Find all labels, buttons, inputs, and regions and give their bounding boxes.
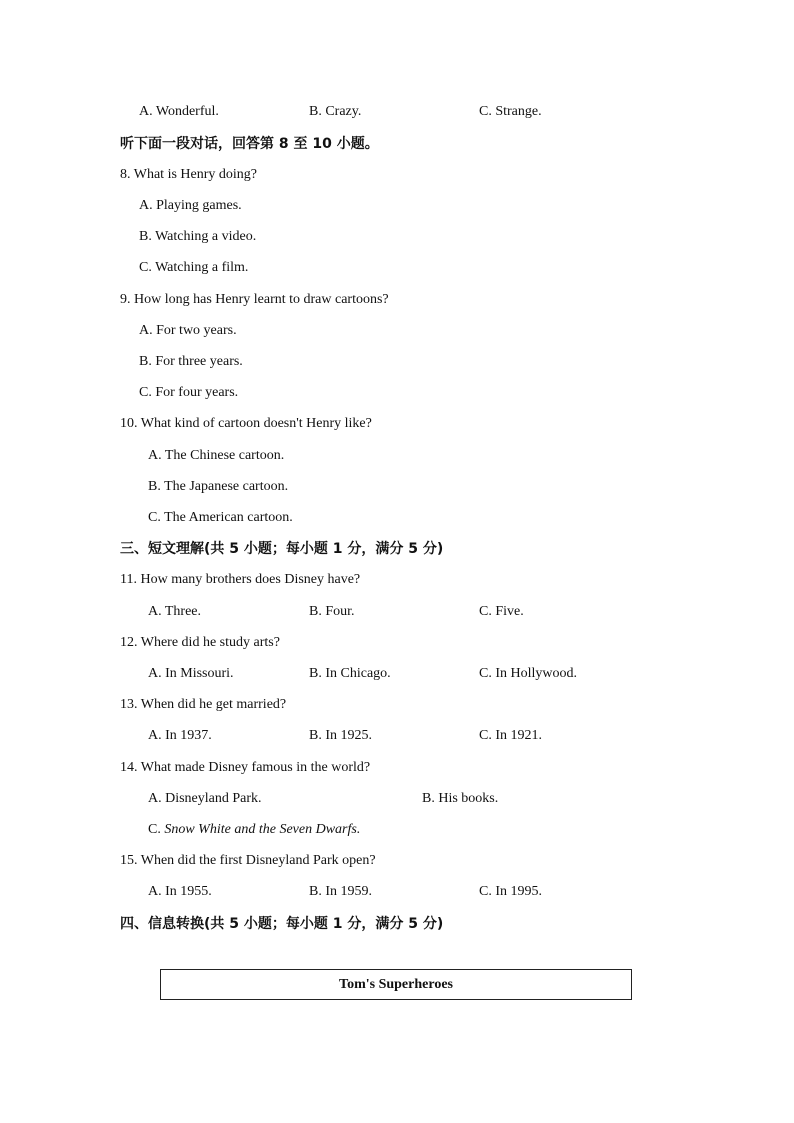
option-14c-prefix: C.	[148, 822, 165, 837]
option-15a: A. In 1955.	[148, 884, 212, 899]
option-13c: C. In 1921.	[479, 728, 542, 743]
option-12a: A. In Missouri.	[148, 666, 234, 681]
section-4-heading: 四、信息转换(共 5 小题；每小题 1 分，满分 5 分)	[120, 916, 444, 932]
option-10a: A. The Chinese cartoon.	[148, 448, 285, 463]
option-9a: A. For two years.	[139, 323, 237, 338]
option-14a: A. Disneyland Park.	[148, 791, 262, 806]
option-15c: C. In 1995.	[479, 884, 542, 899]
option-10c: C. The American cartoon.	[148, 510, 293, 525]
option-13a: A. In 1937.	[148, 728, 212, 743]
option-14c-title: Snow White and the Seven Dwarfs.	[164, 822, 361, 837]
option-15b: B. In 1959.	[309, 884, 372, 899]
question-13: 13. When did he get married?	[120, 697, 287, 712]
option-11b: B. Four.	[309, 604, 355, 619]
question-9: 9. How long has Henry learnt to draw cartoons?	[120, 292, 389, 307]
option-12b: B. In Chicago.	[309, 666, 391, 681]
section-instruction-8-10: 听下面一段对话，回答第 8 至 10 小题。	[120, 136, 379, 152]
option-9c: C. For four years.	[139, 385, 239, 400]
question-8: 8. What is Henry doing?	[120, 167, 257, 182]
table-title-box	[160, 969, 632, 1000]
table-title: Tom's Superheroes	[339, 976, 453, 992]
option-8a: A. Playing games.	[139, 198, 242, 213]
option-11c: C. Five.	[479, 604, 524, 619]
option-13b: B. In 1925.	[309, 728, 372, 743]
option-9b: B. For three years.	[139, 354, 243, 369]
option-8b: B. Watching a video.	[139, 229, 257, 244]
question-11: 11. How many brothers does Disney have?	[120, 572, 361, 587]
option-7b: B. Crazy.	[309, 104, 362, 119]
option-10b: B. The Japanese cartoon.	[148, 479, 289, 494]
section-3-heading: 三、短文理解(共 5 小题；每小题 1 分，满分 5 分)	[120, 541, 444, 557]
option-14b: B. His books.	[422, 791, 499, 806]
question-10: 10. What kind of cartoon doesn't Henry like?	[120, 416, 372, 431]
option-7a: A. Wonderful.	[139, 104, 219, 119]
option-8c: C. Watching a film.	[139, 260, 249, 275]
option-11a: A. Three.	[148, 604, 201, 619]
option-14c	[148, 821, 360, 839]
question-15: 15. When did the first Disneyland Park open?	[120, 853, 376, 868]
question-14: 14. What made Disney famous in the world?	[120, 760, 371, 775]
question-12: 12. Where did he study arts?	[120, 635, 280, 650]
option-7c: C. Strange.	[479, 104, 542, 119]
option-12c: C. In Hollywood.	[479, 666, 577, 681]
